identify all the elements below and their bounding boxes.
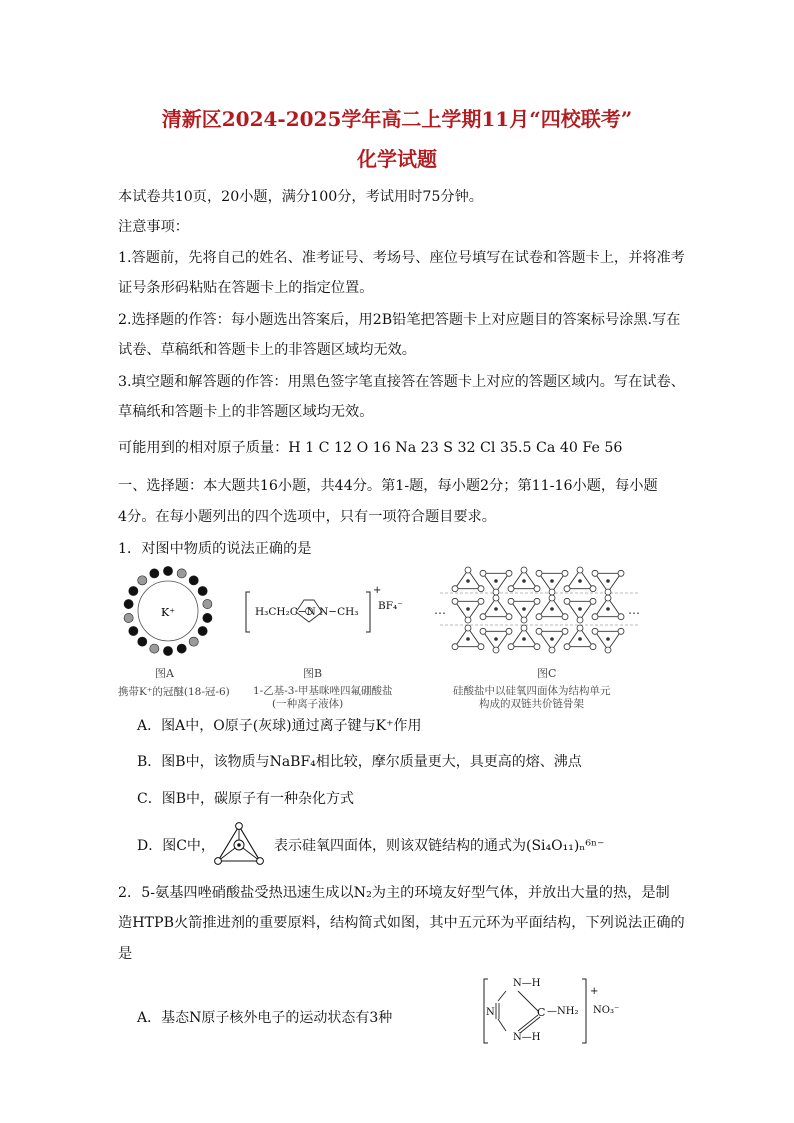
q2-structure-nh-top: N—H	[513, 978, 541, 989]
figure-b-caption-line-1: 1-乙基-3-甲基咪唑四氟硼酸盐	[253, 685, 393, 697]
oxygen-atom	[203, 599, 212, 608]
bottom-tetrahedron	[480, 628, 512, 653]
oxygen-atom	[189, 637, 198, 646]
figure-a-center-label: K⁺	[160, 606, 176, 619]
q2-stem-line-1: 2．5-氨基四唑硝酸盐受热迅速生成以N₂为主的环境友好型气体，并放出大量的热，是制	[118, 885, 670, 901]
notes-title: 注意事项：	[118, 219, 189, 235]
top-tetrahedron	[564, 567, 596, 592]
bottom-tetrahedron	[536, 628, 568, 653]
carbon-atom	[150, 569, 159, 578]
middle-tetrahedron	[508, 598, 540, 623]
note-1-line-1: 1.答题前，先将自己的姓名、准考证号、考场号、座位号填写在试卷和答题卡上，并将准考	[118, 250, 685, 266]
carbon-atom	[177, 644, 186, 653]
carbon-atom	[163, 566, 172, 575]
figure-b-caption-line-2: (一种离子液体)	[272, 698, 344, 710]
page-title: 清新区2024-2025学年高二上学期11月“四校联考”	[161, 107, 633, 131]
q2-stem-line-3: 是	[118, 946, 133, 962]
oxygen-atom	[177, 569, 186, 578]
atomic-masses: 可能用到的相对原子质量：H 1 C 12 O 16 Na 23 S 32 Cl 35.5 Ca 40 Fe 56	[118, 440, 623, 456]
middle-tetrahedron	[480, 595, 512, 620]
figure-c-caption-line-2: 构成的双链共价链骨架	[479, 698, 584, 710]
section-1-line-2: 4分。在每小题列出的四个选项中，只有一项符合题目要求。	[118, 509, 496, 525]
carbon-atom	[124, 599, 133, 608]
q2-stem-line-2: 造HTPB火箭推进剂的重要原料，结构简式如图，其中五元环为平面结构，下列说法正确的	[118, 915, 685, 931]
carbon-atom	[129, 626, 138, 635]
note-2-line-1: 2.选择题的作答：每小题选出答案后，用2B铅笔把答题卡上对应题目的答案标号涂黑.写在	[118, 312, 681, 328]
carbon-atom	[129, 586, 138, 595]
figure-a-label: 图A	[155, 667, 174, 680]
q2-structure-anion: NO₃⁻	[593, 1005, 620, 1016]
q1-option-a: A．图A中，O原子(灰球)通过离子键与K⁺作用	[137, 718, 422, 734]
carbon-atom	[203, 613, 212, 622]
carbon-atom	[138, 637, 147, 646]
q1-option-c: C．图B中，碳原子有一种杂化方式	[137, 791, 354, 807]
q2-structure-n-left: N	[486, 1007, 495, 1018]
bottom-tetrahedron	[592, 628, 624, 653]
figure-a-crown-ether	[120, 563, 216, 659]
oxygen-atom	[124, 613, 133, 622]
top-tetrahedron	[536, 570, 568, 595]
bottom-tetrahedron	[564, 625, 596, 650]
figure-c-caption-line-1: 硅酸盐中以硅氧四面体为结构单元	[453, 685, 611, 697]
top-tetrahedron	[480, 570, 512, 595]
note-3-line-2: 草稿纸和答题卡上的非答题区域均无效。	[118, 404, 374, 420]
tetrahedron-icon	[213, 821, 265, 867]
figure-c-label: 图C	[537, 667, 557, 680]
bottom-tetrahedron	[452, 625, 484, 650]
subject-title: 化学试题	[357, 147, 437, 171]
carbon-atom	[163, 646, 172, 655]
top-tetrahedron	[508, 567, 540, 592]
middle-tetrahedron	[564, 598, 596, 623]
carbon-atom	[189, 576, 198, 585]
section-1-line-1: 一、选择题：本大题共16小题，共44分。第1-题，每小题2分；第11-16小题，每小题	[118, 478, 658, 494]
note-1-line-2: 证号条形码粘贴在答题卡上的指定位置。	[118, 280, 374, 296]
note-3-line-1: 3.填空题和解答题的作答：用黑色签字笔直接答在答题卡上对应的答题区域内。写在试卷、	[118, 374, 685, 390]
q1-option-b: B．图B中，该物质与NaBF₄相比较，摩尔质量更大，具更高的熔、沸点	[137, 754, 582, 770]
oxygen-atom	[138, 576, 147, 585]
bottom-tetrahedron	[508, 625, 540, 650]
q2-structure-nh-bottom: N—H	[513, 1032, 541, 1043]
middle-tetrahedron	[592, 595, 624, 620]
exam-info: 本试卷共10页，20小题，满分100分，考试用时75分钟。	[118, 189, 483, 205]
carbon-atom	[198, 626, 207, 635]
note-2-line-2: 试卷、草稿纸和答题卡上的非答题区域均无效。	[118, 342, 416, 358]
figure-b-charge: +	[373, 585, 382, 596]
figure-b-label: 图B	[303, 667, 323, 680]
q2-structure-nh2: —NH₂	[547, 1006, 579, 1017]
figure-b-formula: H₃CH₂C−N N−CH₃	[255, 606, 359, 618]
q2-option-a: A．基态N原子核外电子的运动状态有3种	[137, 1010, 393, 1026]
q2-structure-c: C	[537, 1006, 546, 1019]
top-tetrahedron	[592, 570, 624, 595]
q2-structure-charge: +	[590, 986, 599, 997]
oxygen-atom	[150, 644, 159, 653]
q1-option-d-suffix: 表示硅氧四面体，则该双链结构的通式为(Si₄O₁₁)ₙ⁶ⁿ⁻	[274, 838, 605, 854]
top-tetrahedron	[452, 567, 484, 592]
figure-b-anion: BF₄⁻	[378, 600, 403, 612]
middle-tetrahedron	[452, 598, 484, 623]
figure-c-dots-right: …	[628, 603, 640, 617]
figure-c-silicate-chain	[440, 563, 640, 658]
figure-a-caption: 携带K⁺的冠醚(18-冠-6)	[118, 686, 230, 698]
q1-stem: 1．对图中物质的说法正确的是	[118, 541, 312, 557]
middle-tetrahedron	[536, 595, 568, 620]
figure-c-dots-left: …	[434, 603, 446, 617]
q1-option-d-prefix: D．图C中，	[137, 838, 215, 854]
carbon-atom	[198, 586, 207, 595]
